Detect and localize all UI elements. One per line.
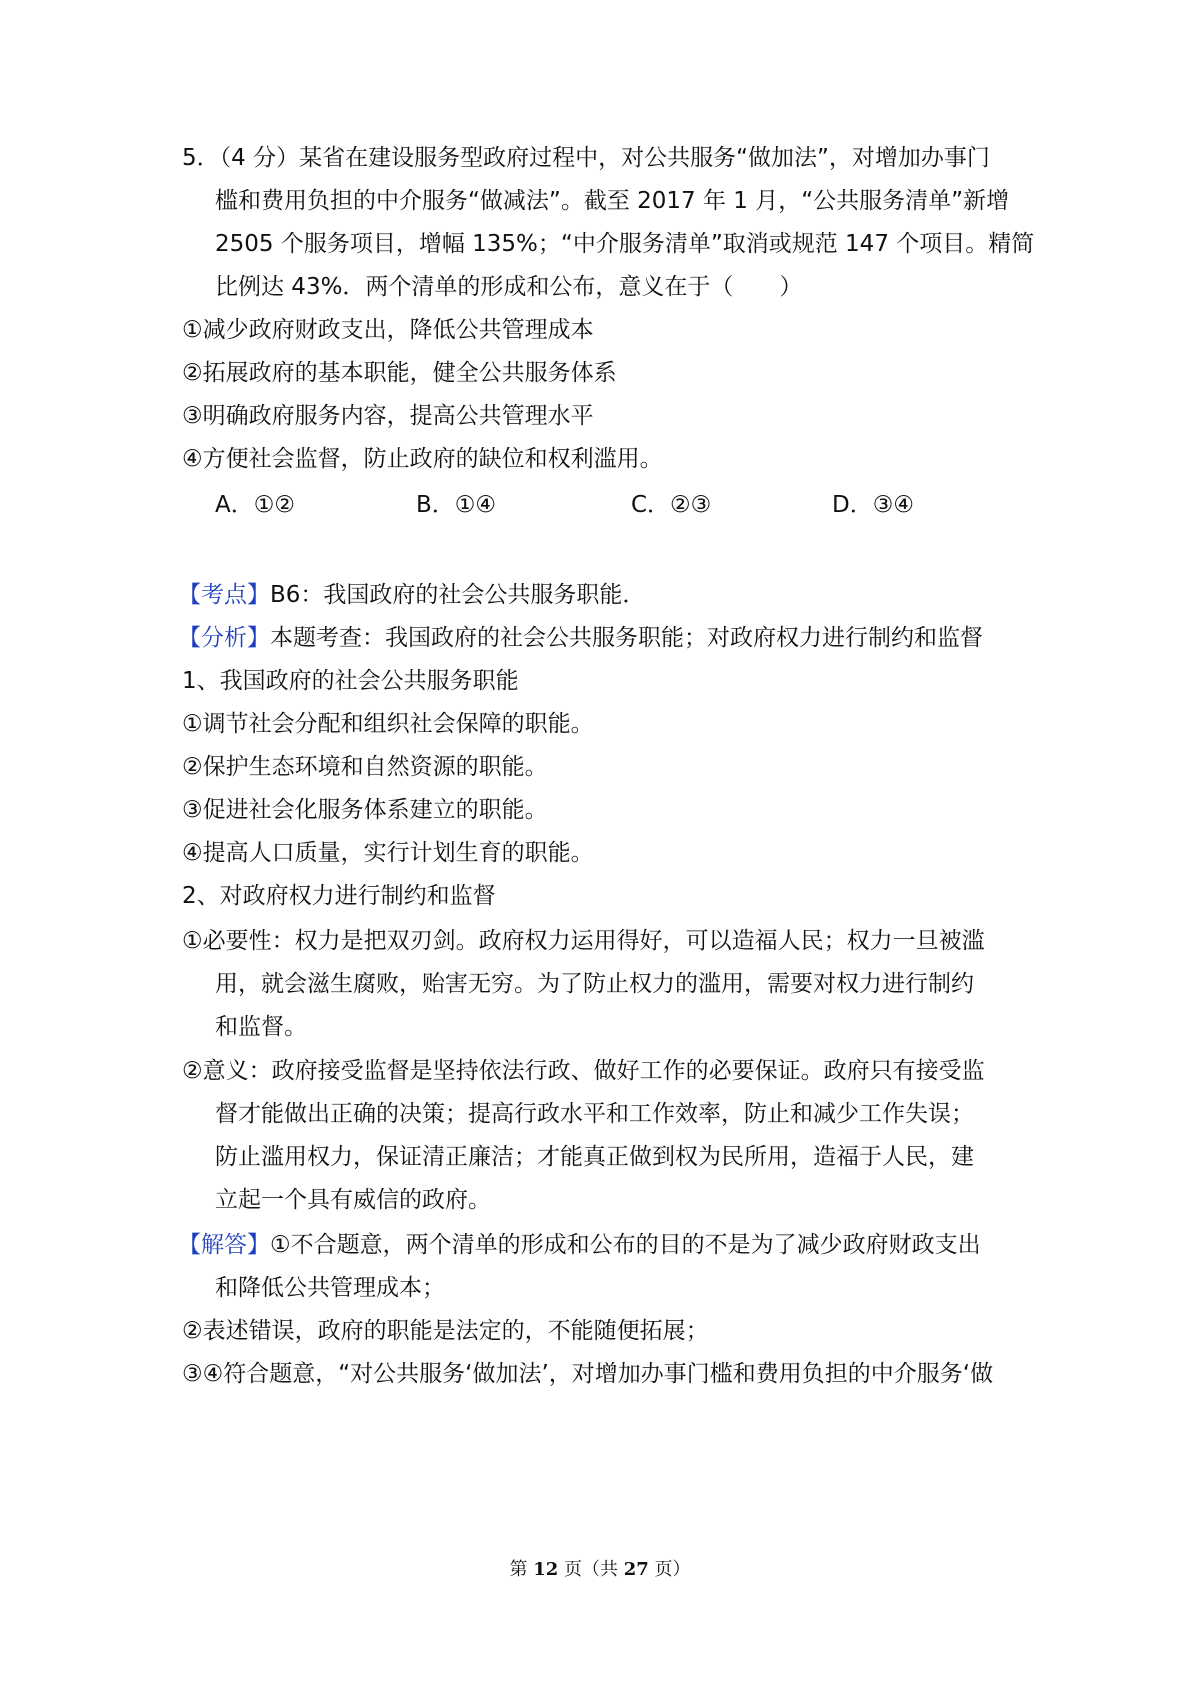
fenxi-item1-title: 1、我国政府的社会公共服务职能 [182, 668, 519, 694]
fenxi-line [0, 623, 1200, 653]
option-c: C．②③ [631, 492, 712, 518]
footer-prefix: 第 [509, 1559, 534, 1580]
kaodian-tag: 【考点】 [178, 582, 270, 608]
fenxi-para-line: 督才能做出正确的决策；提高行政水平和工作效率，防止和减少工作失误； [215, 1101, 974, 1127]
statement-item: ②拓展政府的基本职能，健全公共服务体系 [182, 360, 617, 386]
fenxi-point: ④提高人口质量，实行计划生育的职能。 [182, 840, 594, 866]
jieda-line: ②表述错误，政府的职能是法定的，不能随便拓展； [182, 1318, 709, 1344]
question-line: 比例达 43%．两个清单的形成和公布，意义在于（ ） [215, 274, 803, 300]
fenxi-para-line: 立起一个具有威信的政府。 [215, 1187, 491, 1213]
footer-page-number: 12 [533, 1559, 559, 1580]
footer-suffix: 页） [648, 1559, 691, 1580]
kaodian-line [0, 580, 1200, 610]
footer-middle: 页（共 [558, 1559, 624, 1580]
jieda-line [0, 1230, 1200, 1260]
fenxi-para-line: 和监督。 [215, 1014, 307, 1040]
option-b: B．①④ [416, 492, 497, 518]
fenxi-para-line: ②意义：政府接受监督是坚持依法行政、做好工作的必要保证。政府只有接受监 [182, 1058, 985, 1084]
question-line: 槛和费用负担的中介服务“做减法”。截至 2017 年 1 月，“公共服务清单”新增 [215, 188, 1010, 214]
footer-total-pages: 27 [623, 1559, 649, 1580]
jieda-line: ③④符合题意，“对公共服务‘做加法’，对增加办事门槛和费用负担的中介服务‘做 [182, 1361, 994, 1387]
fenxi-text: 本题考查：我国政府的社会公共服务职能；对政府权力进行制约和监督 [270, 625, 983, 651]
jieda-line: 和降低公共管理成本； [215, 1275, 445, 1301]
fenxi-tag: 【分析】 [178, 625, 270, 651]
option-a: A．①② [215, 492, 295, 518]
fenxi-para-line: 防止滥用权力，保证清正廉洁；才能真正做到权为民所用，造福于人民，建 [215, 1144, 974, 1170]
statement-item: ③明确政府服务内容，提高公共管理水平 [182, 403, 594, 429]
fenxi-para-line: ①必要性：权力是把双刃剑。政府权力运用得好，可以造福人民；权力一旦被滥 [182, 928, 985, 954]
statement-item: ④方便社会监督，防止政府的缺位和权利滥用。 [182, 446, 663, 472]
fenxi-point: ①调节社会分配和组织社会保障的职能。 [182, 711, 594, 737]
fenxi-para-line: 用，就会滋生腐败，贻害无穷。为了防止权力的滥用，需要对权力进行制约 [215, 971, 974, 997]
fenxi-point: ③促进社会化服务体系建立的职能。 [182, 797, 548, 823]
fenxi-point: ②保护生态环境和自然资源的职能。 [182, 754, 548, 780]
fenxi-item2-title: 2、对政府权力进行制约和监督 [182, 883, 496, 909]
statement-item: ①减少政府财政支出，降低公共管理成本 [182, 317, 594, 343]
question-line: 2505 个服务项目，增幅 135%；“中介服务清单”取消或规范 147 个项目。精简 [215, 231, 1035, 257]
option-d: D．③④ [832, 492, 914, 518]
jieda-text: ①不合题意，两个清单的形成和公布的目的不是为了减少政府财政支出 [270, 1232, 981, 1258]
jieda-tag: 【解答】 [178, 1232, 270, 1258]
kaodian-text: B6：我国政府的社会公共服务职能． [270, 582, 646, 608]
page-footer [0, 1558, 1200, 1582]
question-line: 5．（4 分）某省在建设服务型政府过程中，对公共服务“做加法”，对增加办事门 [182, 145, 990, 171]
